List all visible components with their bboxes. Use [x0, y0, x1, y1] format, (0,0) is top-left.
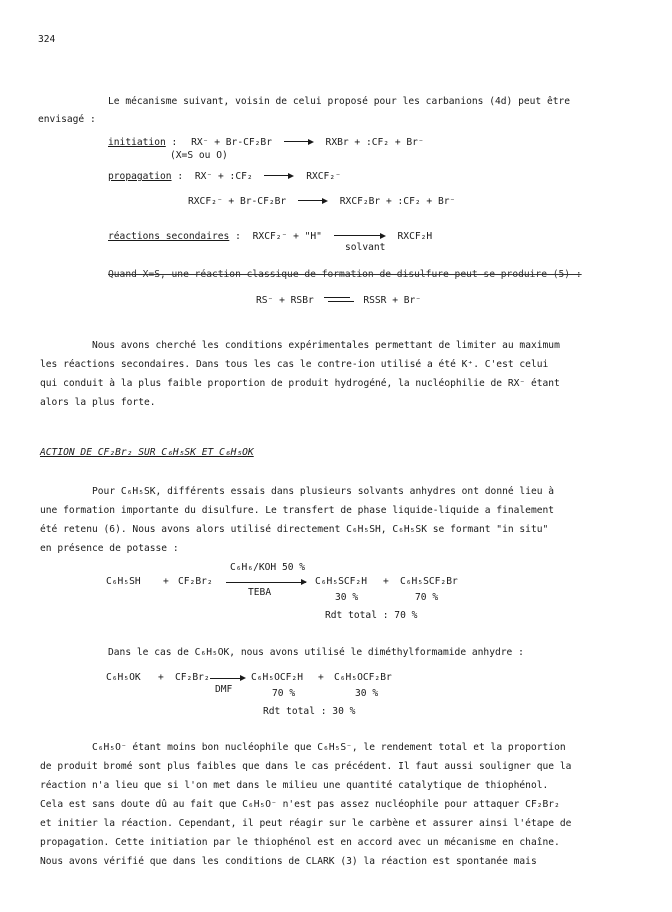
side-reactions-row	[108, 231, 432, 242]
side-reactions-label: réactions secondaires	[108, 231, 230, 242]
paragraph-line: C₆H₅O⁻ étant moins bon nucléophile que C₆H₅S⁻, le rendement total et la proportion	[92, 742, 566, 753]
paragraph-line: de produit bromé sont plus faibles que dans le cas précédent. Il faut aussi souligner que la	[40, 761, 572, 772]
paragraph-line: une formation importante du disulfure. Le transfert de phase liquide-liquide a finalement	[40, 505, 555, 516]
disulfide-equation	[256, 295, 421, 306]
reaction-arrow-icon	[284, 139, 314, 145]
reaction2-yield-1: 70 %	[272, 688, 296, 699]
paragraph-line: Nous avons cherché les conditions expérimentales permettant de limiter au maximum	[92, 340, 560, 351]
propagation-row-1	[108, 171, 341, 182]
reaction1-below-arrow: TEBA	[248, 587, 272, 598]
reaction1-total-yield: Rdt total : 70 %	[325, 610, 418, 621]
propagation-row-2	[188, 196, 455, 207]
paragraph-line: qui conduit à la plus faible proportion de produit hydrogéné, la nucléophilie de RX⁻ étant	[40, 378, 560, 389]
initiation-lhs: RX⁻ + Br-CF₂Br	[191, 137, 272, 148]
reaction1-yield-2: 70 %	[415, 592, 439, 603]
paragraph-line: Pour C₆H₅SK, différents essais dans plusieurs solvants anhydres ont donné lieu à	[92, 486, 555, 497]
page-number: 324	[38, 34, 56, 45]
reaction-arrow-icon	[334, 233, 386, 239]
reaction2-plus: +	[158, 672, 164, 683]
reaction-arrow-icon	[264, 173, 294, 179]
reaction2-product-2: C₆H₅OCF₂Br	[334, 672, 392, 683]
paragraph-line: en présence de potasse :	[40, 543, 179, 554]
paragraph-line: été retenu (6). Nous avons alors utilisé directement C₆H₅SH, C₆H₅SK se formant "in situ"	[40, 524, 549, 535]
disulfide-lhs: RS⁻ + RSBr	[256, 295, 314, 306]
initiation-colon: :	[171, 137, 178, 148]
propagation-eq2-rhs: RXCF₂Br + :CF₂ + Br⁻	[339, 196, 456, 207]
reaction-arrow-icon	[240, 675, 246, 681]
propagation-eq1-rhs: RXCF₂⁻	[306, 171, 341, 182]
reaction1-reactant-1: C₆H₅SH	[106, 576, 141, 587]
reaction1-product-1: C₆H₅SCF₂H	[315, 576, 367, 587]
reaction2-product-1: C₆H₅OCF₂H	[251, 672, 303, 683]
reaction1-plus: +	[163, 576, 169, 587]
reaction2-yield-2: 30 %	[355, 688, 379, 699]
reaction1-reactant-2: CF₂Br₂	[178, 576, 213, 587]
side-reactions-lhs: RXCF₂⁻ + "H"	[252, 231, 322, 242]
paragraph-line: les réactions secondaires. Dans tous les cas le contre-ion utilisé a été K⁺. C'est celui	[40, 359, 549, 370]
propagation-colon: :	[177, 171, 184, 182]
initiation-label: initiation	[108, 137, 166, 148]
reaction2-reactant-1: C₆H₅OK	[106, 672, 141, 683]
reaction1-yield-1: 30 %	[335, 592, 359, 603]
reaction1-above-arrow: C₆H₆/KOH 50 %	[230, 562, 306, 573]
reaction2-total-yield: Rdt total : 30 %	[263, 706, 356, 717]
propagation-label: propagation	[108, 171, 172, 182]
reaction1-arrow-line	[226, 582, 306, 583]
reaction2-arrow-line	[210, 678, 242, 679]
paragraph-line: Cela est sans doute dû au fait que C₆H₅O⁻ n'est pas assez nucléophile pour attaquer CF₂Br₂	[40, 799, 560, 810]
reaction2-below-arrow: DMF	[215, 684, 233, 695]
reaction-arrow-icon	[301, 579, 307, 585]
paragraph-3	[40, 482, 600, 558]
paragraph-line: Nous avons vérifié que dans les conditions de CLARK (3) la réaction est spontanée mais	[40, 856, 537, 867]
propagation-eq2-lhs: RXCF₂⁻ + Br-CF₂Br	[188, 196, 287, 207]
solvent-label: solvant	[345, 242, 386, 253]
paragraph-line: alors la plus forte.	[40, 397, 156, 408]
intro-line-1: Le mécanisme suivant, voisin de celui proposé pour les carbanions (4d) peut être	[108, 96, 571, 107]
reaction2-plus-2: +	[318, 672, 324, 683]
paragraph-line: propagation. Cette initiation par le thiophénol est en accord avec un mécanisme en chaîne.	[40, 837, 560, 848]
disulfide-note: Quand X=S, une réaction classique de formation de disulfure peut se produire (5) :	[108, 269, 582, 280]
intro-line-2: envisagé :	[38, 114, 96, 125]
side-reactions-rhs: RXCF₂H	[397, 231, 433, 242]
equilibrium-arrow-icon	[324, 296, 354, 304]
initiation-row	[108, 137, 424, 148]
reaction1-product-2: C₆H₅SCF₂Br	[400, 576, 458, 587]
reaction2-reactant-2: CF₂Br₂	[175, 672, 210, 683]
side-reactions-colon: :	[235, 231, 241, 242]
disulfide-rhs: RSSR + Br⁻	[363, 295, 422, 306]
paragraph-line: réaction n'a lieu que si l'on met dans le milieu une quantité catalytique de thiophénol.	[40, 780, 549, 791]
paragraph-line: et initier la réaction. Cependant, il peut réagir sur le carbène et assurer ainsi l'étape de	[40, 818, 572, 829]
reaction-arrow-icon	[298, 198, 328, 204]
propagation-eq1-lhs: RX⁻ + :CF₂	[194, 171, 253, 182]
section-heading: ACTION DE CF₂Br₂ SUR C₆H₅SK ET C₆H₅OK	[40, 447, 254, 458]
paragraph-5	[40, 738, 600, 871]
paragraph-4: Dans le cas de C₆H₅OK, nous avons utilisé le diméthylformamide anhydre :	[108, 647, 524, 658]
initiation-condition: (X=S ou O)	[170, 150, 228, 161]
paragraph-2	[40, 336, 600, 412]
reaction1-plus-2: +	[383, 576, 389, 587]
initiation-rhs: RXBr + :CF₂ + Br⁻	[325, 137, 424, 148]
